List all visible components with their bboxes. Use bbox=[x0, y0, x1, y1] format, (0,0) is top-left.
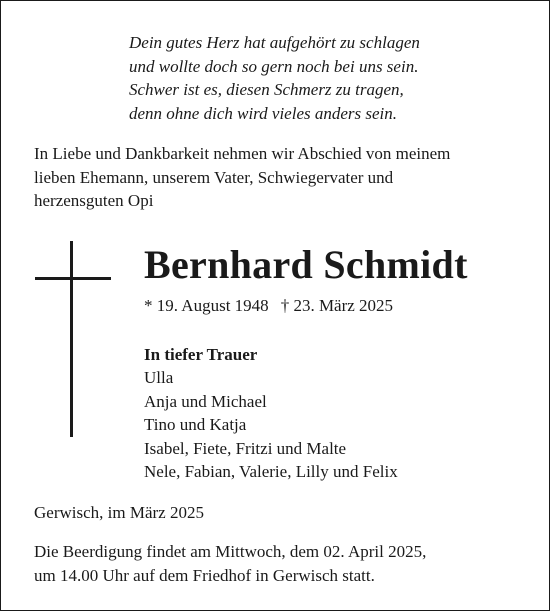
place-and-date: Gerwisch, im März 2025 bbox=[34, 503, 204, 522]
mourners-heading: In tiefer Trauer bbox=[144, 345, 258, 364]
cross-horizontal-bar bbox=[35, 277, 111, 280]
intro-line: herzensguten Opi bbox=[34, 191, 154, 210]
mourners-list bbox=[144, 343, 398, 483]
funeral-line: Die Beerdigung findet am Mittwoch, dem 02. April 2025, bbox=[34, 542, 427, 561]
poem-line: denn ohne dich wird vieles anders sein. bbox=[129, 103, 398, 123]
poem-line: Schwer ist es, diesen Schmerz zu tragen, bbox=[129, 80, 404, 99]
poem-line: und wollte doch so gern noch bei uns sein. bbox=[129, 56, 419, 76]
mourner-name: Isabel, Fiete, Fritzi und Malte bbox=[144, 438, 347, 458]
intro-line: In Liebe und Dankbarkeit nehmen wir Abschied von meinem bbox=[34, 144, 451, 163]
life-dates bbox=[144, 294, 393, 317]
cross-vertical-bar bbox=[70, 241, 73, 437]
birth-date: * 19. August 1948 bbox=[144, 296, 269, 315]
memorial-poem bbox=[129, 31, 420, 125]
deceased-name: Bernhard Schmidt bbox=[144, 242, 468, 287]
poem-line: Dein gutes Herz hat aufgehört zu schlagen bbox=[129, 33, 420, 52]
mourner-name: Tino und Katja bbox=[144, 415, 247, 435]
cross-icon bbox=[35, 241, 111, 437]
funeral-line: um 14.00 Uhr auf dem Friedhof in Gerwisch statt. bbox=[34, 565, 375, 585]
mourner-name: Nele, Fabian, Valerie, Lilly und Felix bbox=[144, 462, 398, 482]
funeral-info bbox=[34, 540, 426, 587]
farewell-intro bbox=[34, 142, 524, 213]
intro-line: lieben Ehemann, unserem Vater, Schwiegervater und bbox=[34, 167, 394, 187]
mourner-name: Ulla bbox=[144, 368, 174, 388]
death-date: † 23. März 2025 bbox=[280, 296, 394, 315]
mourner-name: Anja und Michael bbox=[144, 391, 267, 411]
